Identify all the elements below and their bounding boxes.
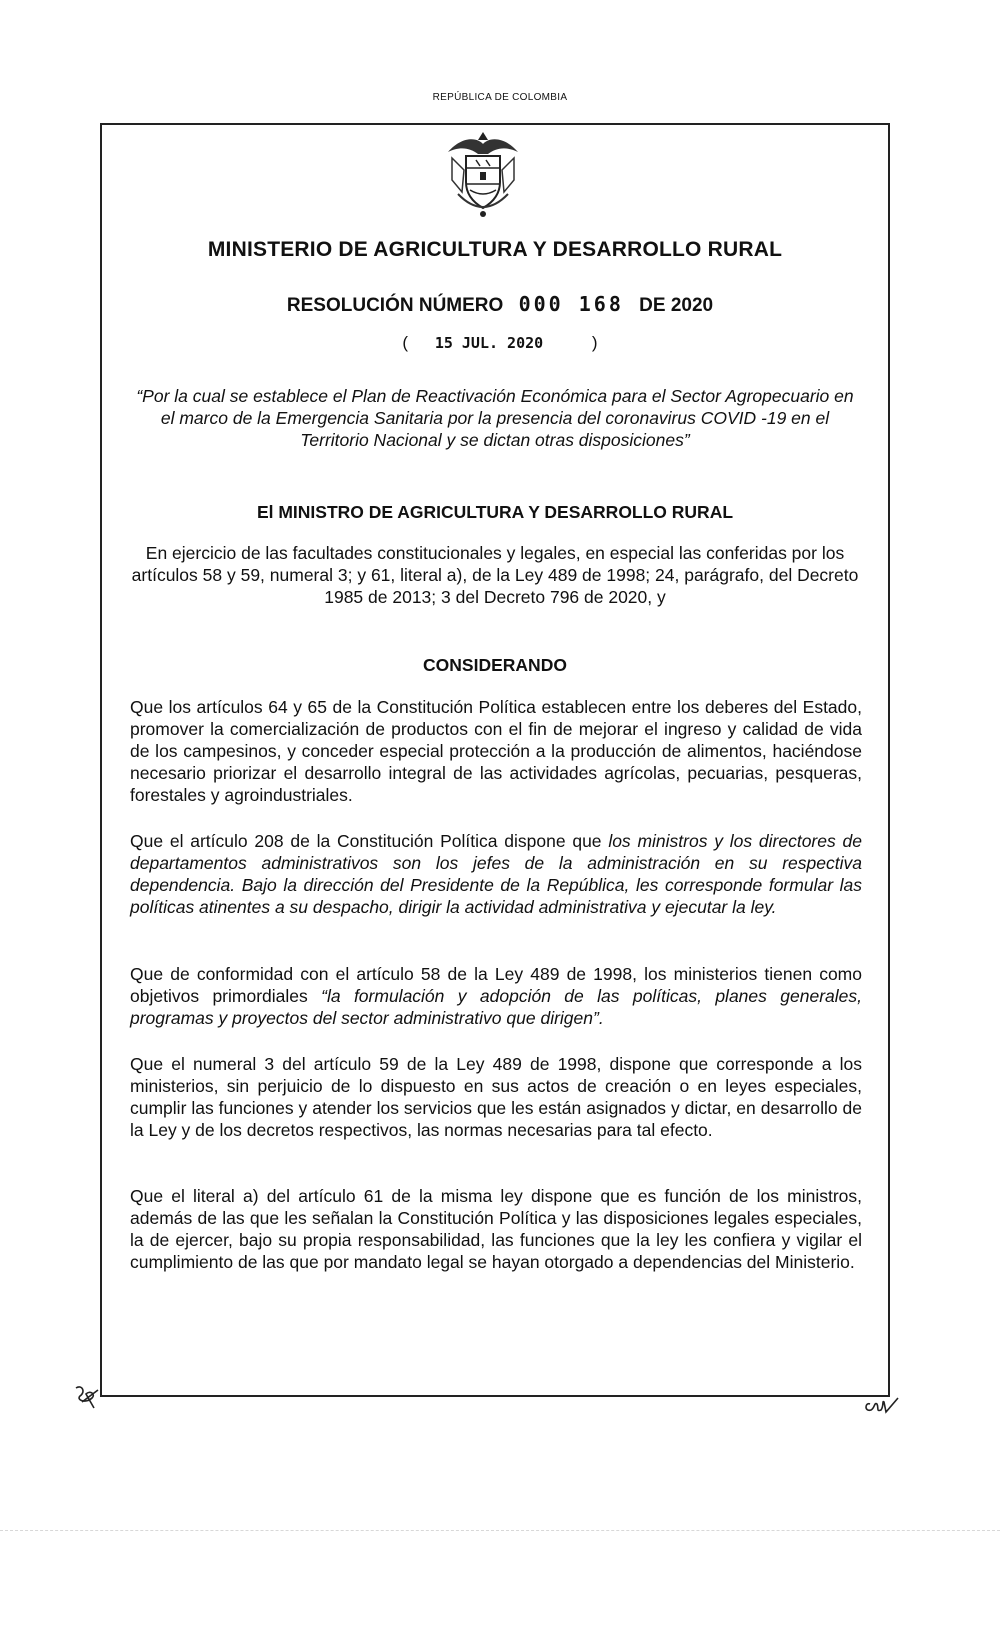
coat-of-arms-icon — [438, 130, 528, 220]
paragraph-2-intro: Que el artículo 208 de la Constitución Política dispone que — [130, 831, 609, 851]
paragraph-2-quote: los ministros y los directores de departamentos administrativos son los jefes de la administración en su respectiva dependencia. Bajo la dirección del Presidente de la República, les corresponde formular las políticas atinentes a su despacho, dirigir la actividad administrativa y ejecutar la ley. — [130, 831, 862, 917]
paragraph-1: Que los artículos 64 y 65 de la Constitución Política establecen entre los deberes del Estado, promover la comercialización de productos con el fin de mejorar el ingreso y calidad de vida de los campesinos, y conceder especial protección a la producción de alimentos, haciéndose necesario priorizar el desarrollo integral de las actividades agrícolas, pecuarias, pesqueras, forestales y agroindustriales. — [130, 697, 862, 805]
paragraph-3 — [130, 963, 862, 1029]
paragraph-2 — [130, 830, 862, 918]
handwritten-initial-right-icon — [862, 1396, 902, 1416]
resolution-title: “Por la cual se establece el Plan de Reactivación Económica para el Sector Agropecuario en el marco de la Emergencia Sanitaria por la presencia del coronavirus COVID -19 en el Territorio Nacional y se dictan otras disposiciones” — [136, 386, 854, 450]
ministry-title: MINISTERIO DE AGRICULTURA Y DESARROLLO RURAL — [207, 238, 783, 261]
scan-artifact-line — [0, 1530, 1000, 1531]
paragraph-5: Que el literal a) del artículo 61 de la misma ley dispone que es función de los ministros, además de las que les señalan la Constitución Política y las disposiciones legales especiales, la de ejercer, bajo su propia responsabilidad, las funciones que la ley les confiera y vigilar el cumplimiento de las que por mandato legal se hayan otorgado a dependencias del Ministerio. — [130, 1186, 862, 1272]
date-open-paren: ( — [402, 333, 409, 352]
paragraph-4: Que el numeral 3 del artículo 59 de la Ley 489 de 1998, dispone que corresponde a los ministerios, sin perjuicio de lo dispuesto en sus actos de creación o en leyes especiales, cumplir las funciones y atender los servicios que les están asignados y dictar, en desarrollo de la Ley y de los decretos respectivos, las normas necesarias para tal efecto. — [130, 1054, 862, 1140]
paragraph-3-intro: Que de conformidad con el artículo 58 de la Ley 489 de 1998, los ministerios tienen como objetivos primordiales — [130, 964, 862, 1006]
resolution-date-line — [0, 333, 1000, 353]
resolution-line — [0, 292, 1000, 317]
date-close-paren: ) — [591, 333, 598, 352]
resolution-label: RESOLUCIÓN NÚMERO — [286, 295, 504, 316]
minister-heading: El MINISTRO DE AGRICULTURA Y DESARROLLO RURAL — [256, 502, 734, 522]
paragraph-3-quote: “la formulación y adopción de las políticas, planes generales, programas y proyectos del sector administrativo que dirigen”. — [130, 986, 862, 1028]
resolution-number: 000 168 — [518, 292, 624, 316]
exercise-text: En ejercicio de las facultades constitucionales y legales, en especial las conferidas por los artículos 58 y 59, numeral 3; y 61, literal a), de la Ley 489 de 1998; 24, parágrafo, del Decreto 1985 de 2013; 3 del Decreto 796 de 2020, y — [131, 543, 859, 607]
handwritten-initial-left-icon — [72, 1382, 102, 1412]
country-header: REPÚBLICA DE COLOMBIA — [432, 92, 568, 103]
considering-heading: CONSIDERANDO — [423, 655, 567, 675]
resolution-date-stamp: 15 JUL. 2020 — [434, 334, 544, 352]
resolution-year: DE 2020 — [639, 295, 714, 316]
